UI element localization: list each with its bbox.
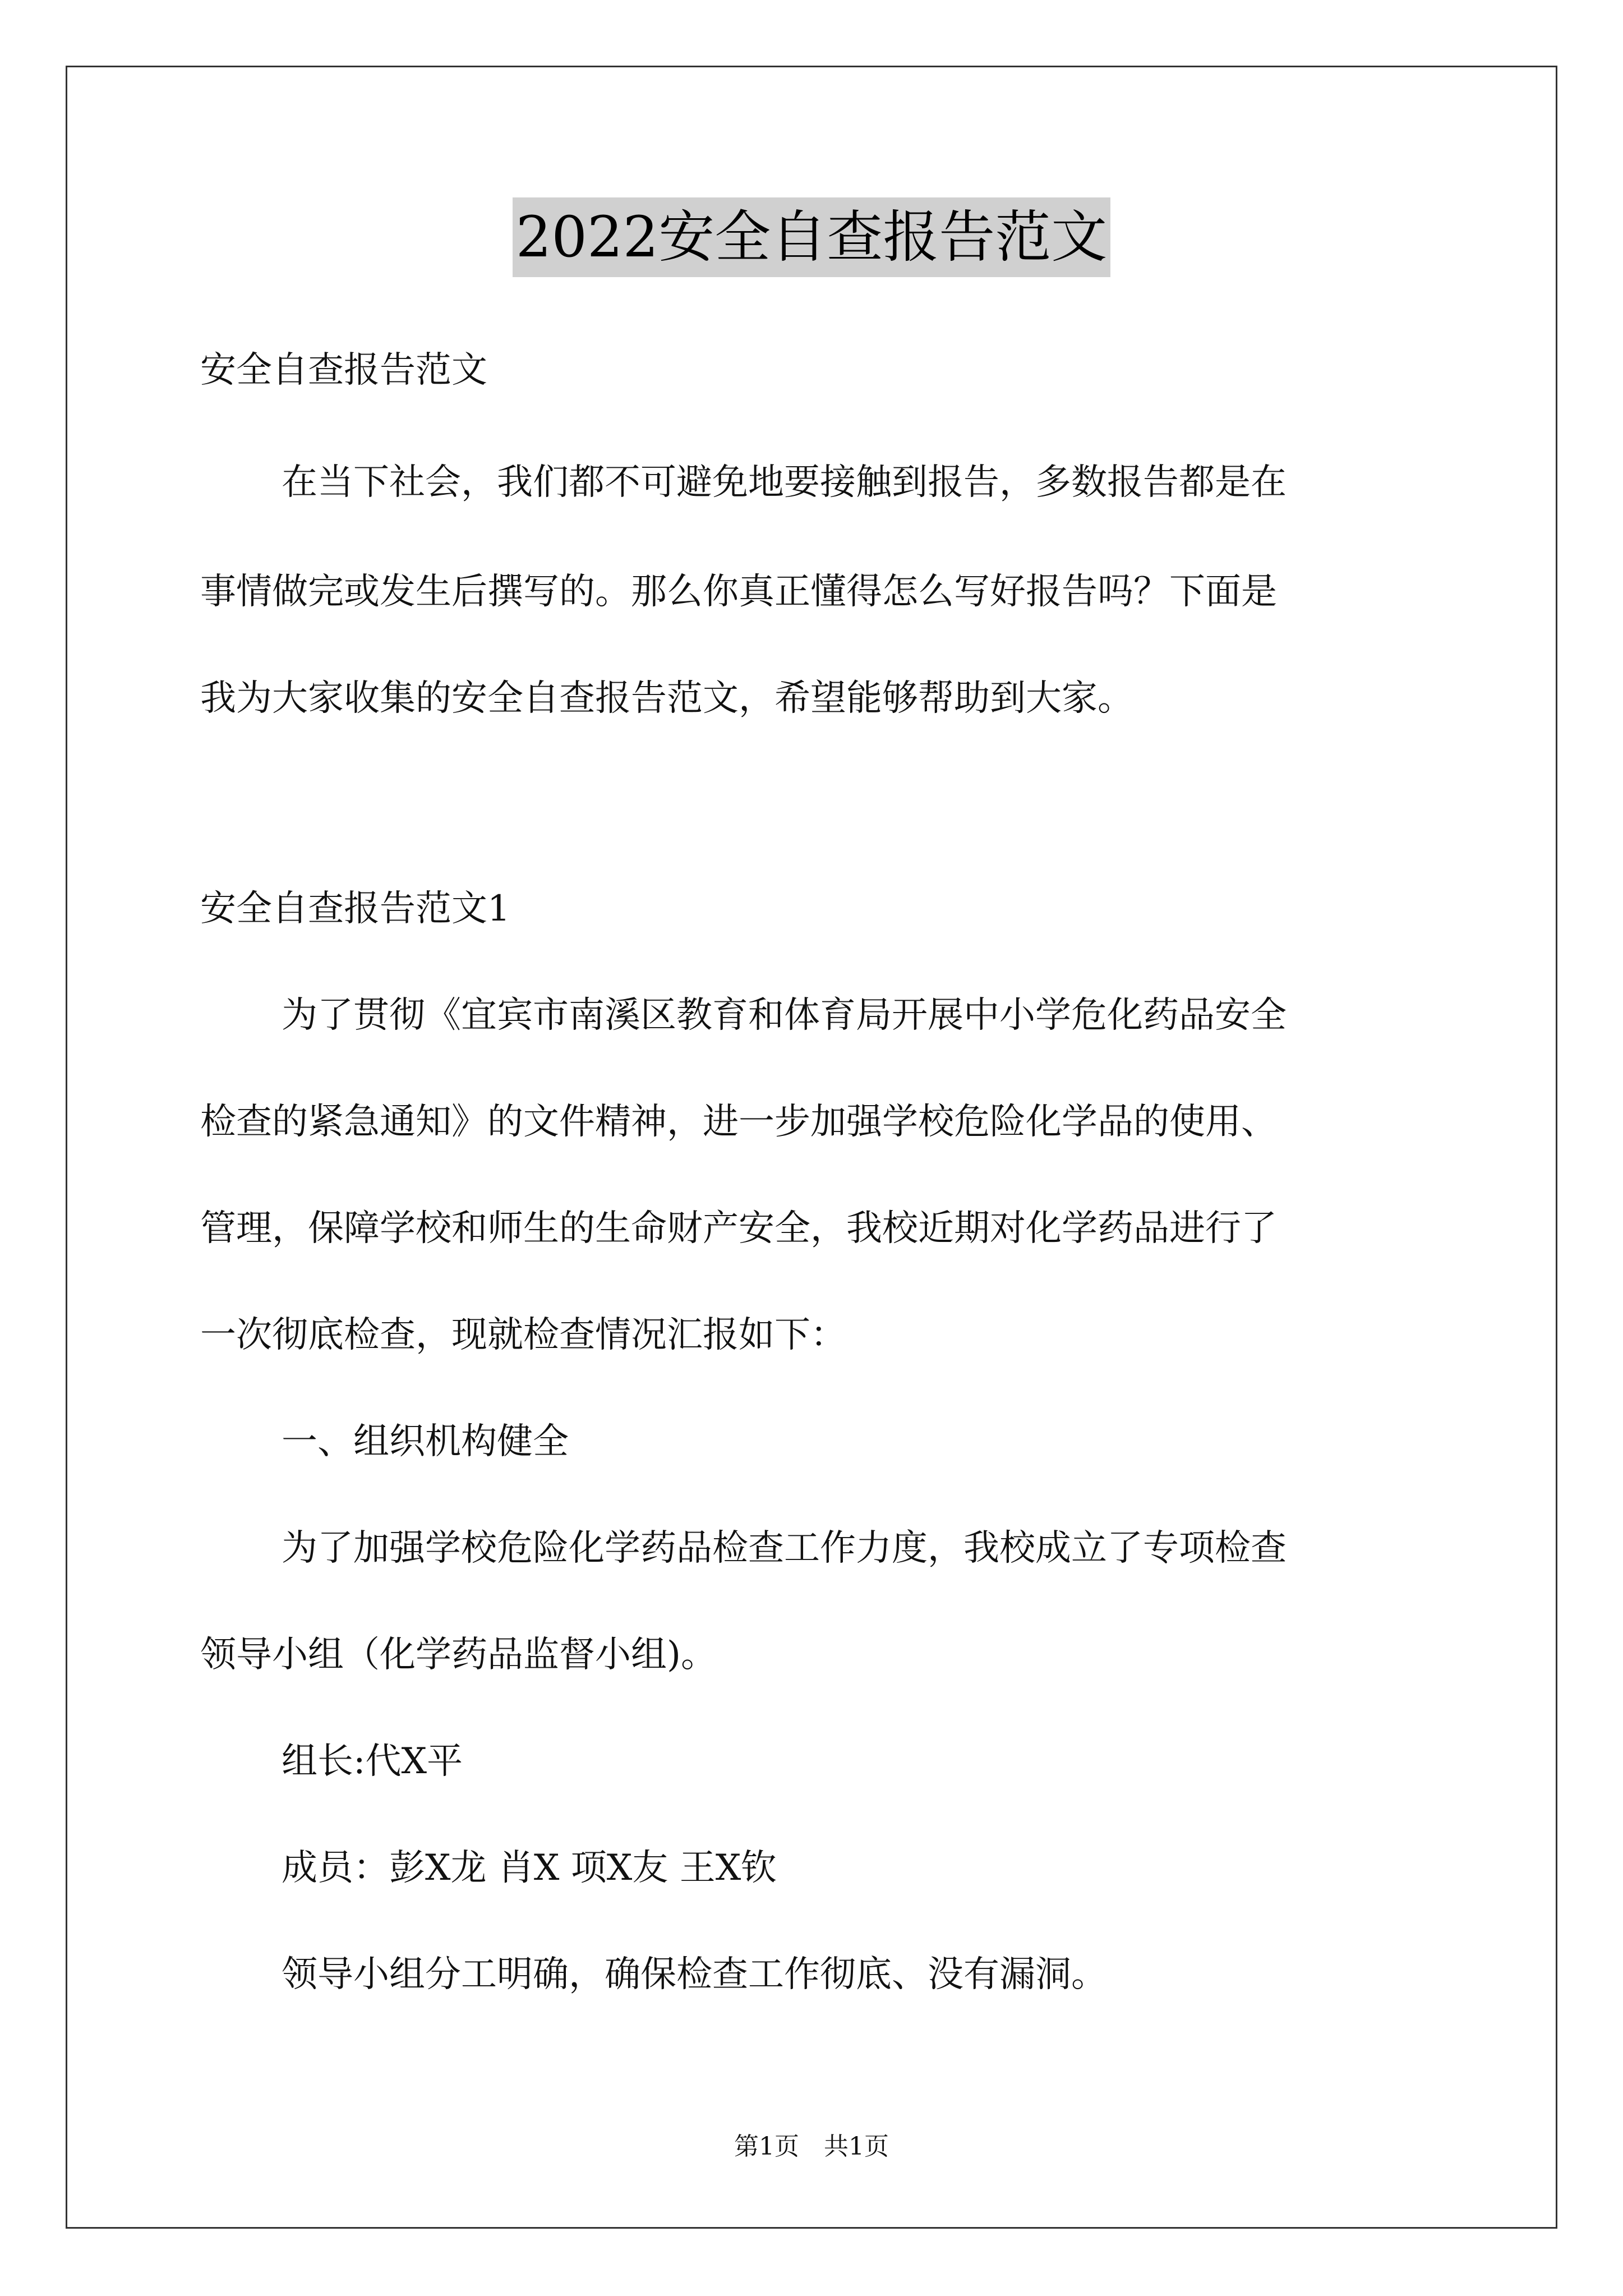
paragraph-line: 领导小组分工明确，确保检查工作彻底、没有漏洞。 xyxy=(282,1954,1107,1995)
paragraph-line: 管理，保障学校和师生的生命财产安全，我校近期对化学药品进行了 xyxy=(200,1208,1277,1249)
paragraph-line: 在当下社会，我们都不可避免地要接触到报告，多数报告都是在 xyxy=(282,462,1287,503)
paragraph-line: 为了加强学校危险化学药品检查工作力度，我校成立了专项检查 xyxy=(282,1527,1287,1569)
title-wrap xyxy=(0,197,1623,277)
team-leader-line: 组长:代X平 xyxy=(282,1741,463,1782)
paragraph-line: 我为大家收集的安全自查报告范文，希望能够帮助到大家。 xyxy=(200,678,1133,719)
document-title: 2022安全自查报告范文 xyxy=(513,197,1111,277)
subsection-heading: 一、组织机构健全 xyxy=(282,1421,569,1462)
paragraph-line: 领导小组（化学药品监督小组)。 xyxy=(200,1634,717,1676)
section-heading: 安全自查报告范文1 xyxy=(200,888,510,930)
intro-heading: 安全自查报告范文 xyxy=(200,349,487,391)
paragraph-line: 为了贯彻《宜宾市南溪区教育和体育局开展中小学危化药品安全 xyxy=(282,995,1287,1036)
paragraph-line: 一次彻底检查，现就检查情况汇报如下： xyxy=(200,1314,846,1356)
paragraph-line: 事情做完或发生后撰写的。那么你真正懂得怎么写好报告吗？下面是 xyxy=(200,571,1277,613)
paragraph-line: 检查的紧急通知》的文件精神，进一步加强学校危险化学品的使用、 xyxy=(200,1101,1277,1143)
page-footer: 第1页 共1页 xyxy=(734,2132,889,2161)
team-members-line: 成员：彭X龙 肖X 项X友 王X钦 xyxy=(282,1847,777,1889)
